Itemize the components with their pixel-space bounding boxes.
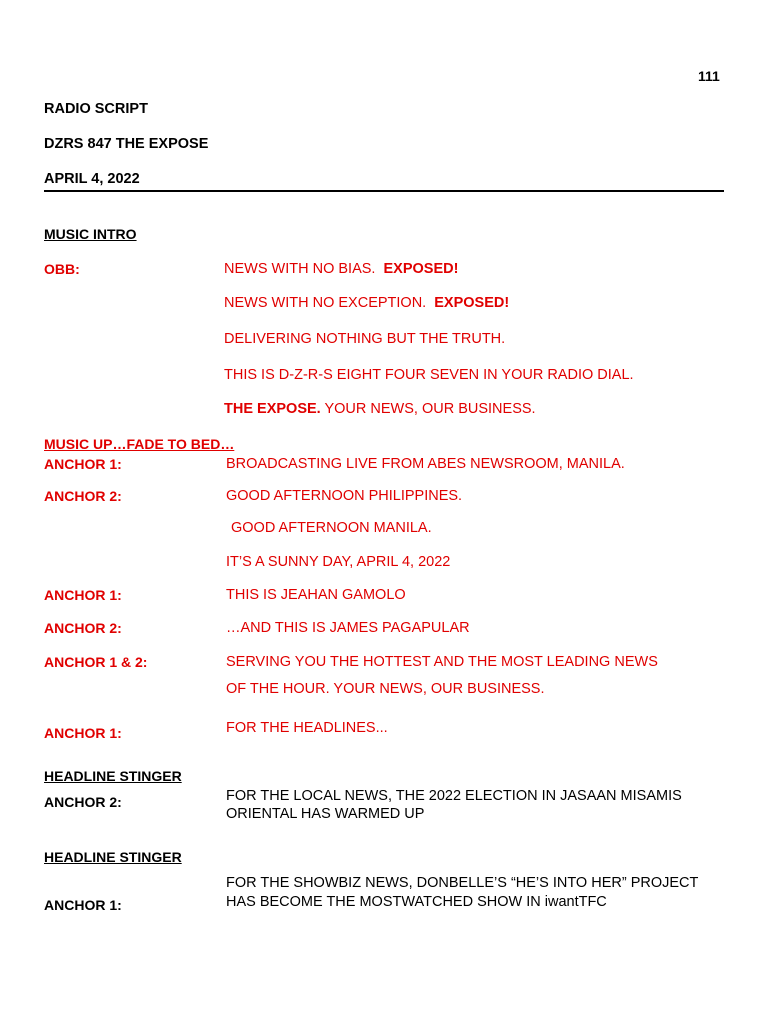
cue-headline-stinger: HEADLINE STINGER [44,768,182,784]
cue-music-intro: MUSIC INTRO [44,226,137,242]
anchors-serving-line-1: SERVING YOU THE HOTTEST AND THE MOST LEADING NEWS [226,654,658,670]
obb-line-2-emphasis: EXPOSED! [434,295,510,311]
anchors-serving-line-2: OF THE HOUR. YOUR NEWS, OUR BUSINESS. [226,681,545,697]
showbiz-news-line-2: HAS BECOME THE MOSTWATCHED SHOW IN iwantTFC [226,894,607,910]
anchor2-good-afternoon-ph: GOOD AFTERNOON PHILIPPINES. [226,488,463,504]
label-anchor-1-and-2: ANCHOR 1 & 2: [44,654,148,670]
cue-music-up: MUSIC UP…FADE TO BED… [44,436,235,452]
obb-line-4: THIS IS D-Z-R-S EIGHT FOUR SEVEN IN YOUR RADIO DIAL. [224,367,634,383]
page-number: 111 [698,68,720,84]
obb-line-2 [224,296,509,311]
anchor1-headlines-line: FOR THE HEADLINES... [226,720,388,736]
script-date: APRIL 4, 2022 [44,171,140,187]
obb-line-5 [224,402,536,417]
script-title: RADIO SCRIPT [44,101,148,117]
obb-line-5-emphasis: THE EXPOSE. [224,401,321,417]
showbiz-news-line-1: FOR THE SHOWBIZ NEWS, DONBELLE’S “HE’S INTO HER” PROJECT [226,875,699,891]
obb-line-1-text: NEWS WITH NO BIAS. [224,261,376,277]
obb-line-5-text: YOUR NEWS, OUR BUSINESS. [324,401,536,417]
anchor1-name-line: THIS IS JEAHAN GAMOLO [226,587,406,603]
anchor2-sunny-day: IT’S A SUNNY DAY, APRIL 4, 2022 [226,554,451,570]
anchor2-good-afternoon-manila: GOOD AFTERNOON MANILA. [231,520,432,536]
local-news-line-2: ORIENTAL HAS WARMED UP [226,806,425,822]
label-anchor-2: ANCHOR 2: [44,620,122,636]
label-anchor-1: ANCHOR 1: [44,456,122,472]
header-divider [44,190,724,192]
obb-line-2-text: NEWS WITH NO EXCEPTION. [224,295,427,311]
anchor2-name-line: …AND THIS IS JAMES PAGAPULAR [226,620,470,636]
obb-line-1-emphasis: EXPOSED! [383,261,459,277]
obb-line-1 [224,262,458,277]
local-news-line-1: FOR THE LOCAL NEWS, THE 2022 ELECTION IN JASAAN MISAMIS [226,788,682,804]
cue-headline-stinger: HEADLINE STINGER [44,849,182,865]
label-anchor-1: ANCHOR 1: [44,897,122,913]
obb-line-3: DELIVERING NOTHING BUT THE TRUTH. [224,331,506,347]
label-obb: OBB: [44,261,80,277]
station-name: DZRS 847 THE EXPOSE [44,136,209,152]
label-anchor-1: ANCHOR 1: [44,725,122,741]
anchor1-broadcast-line: BROADCASTING LIVE FROM ABES NEWSROOM, MANILA. [226,456,625,472]
label-anchor-1: ANCHOR 1: [44,587,122,603]
label-anchor-2: ANCHOR 2: [44,488,122,504]
label-anchor-2: ANCHOR 2: [44,794,122,810]
